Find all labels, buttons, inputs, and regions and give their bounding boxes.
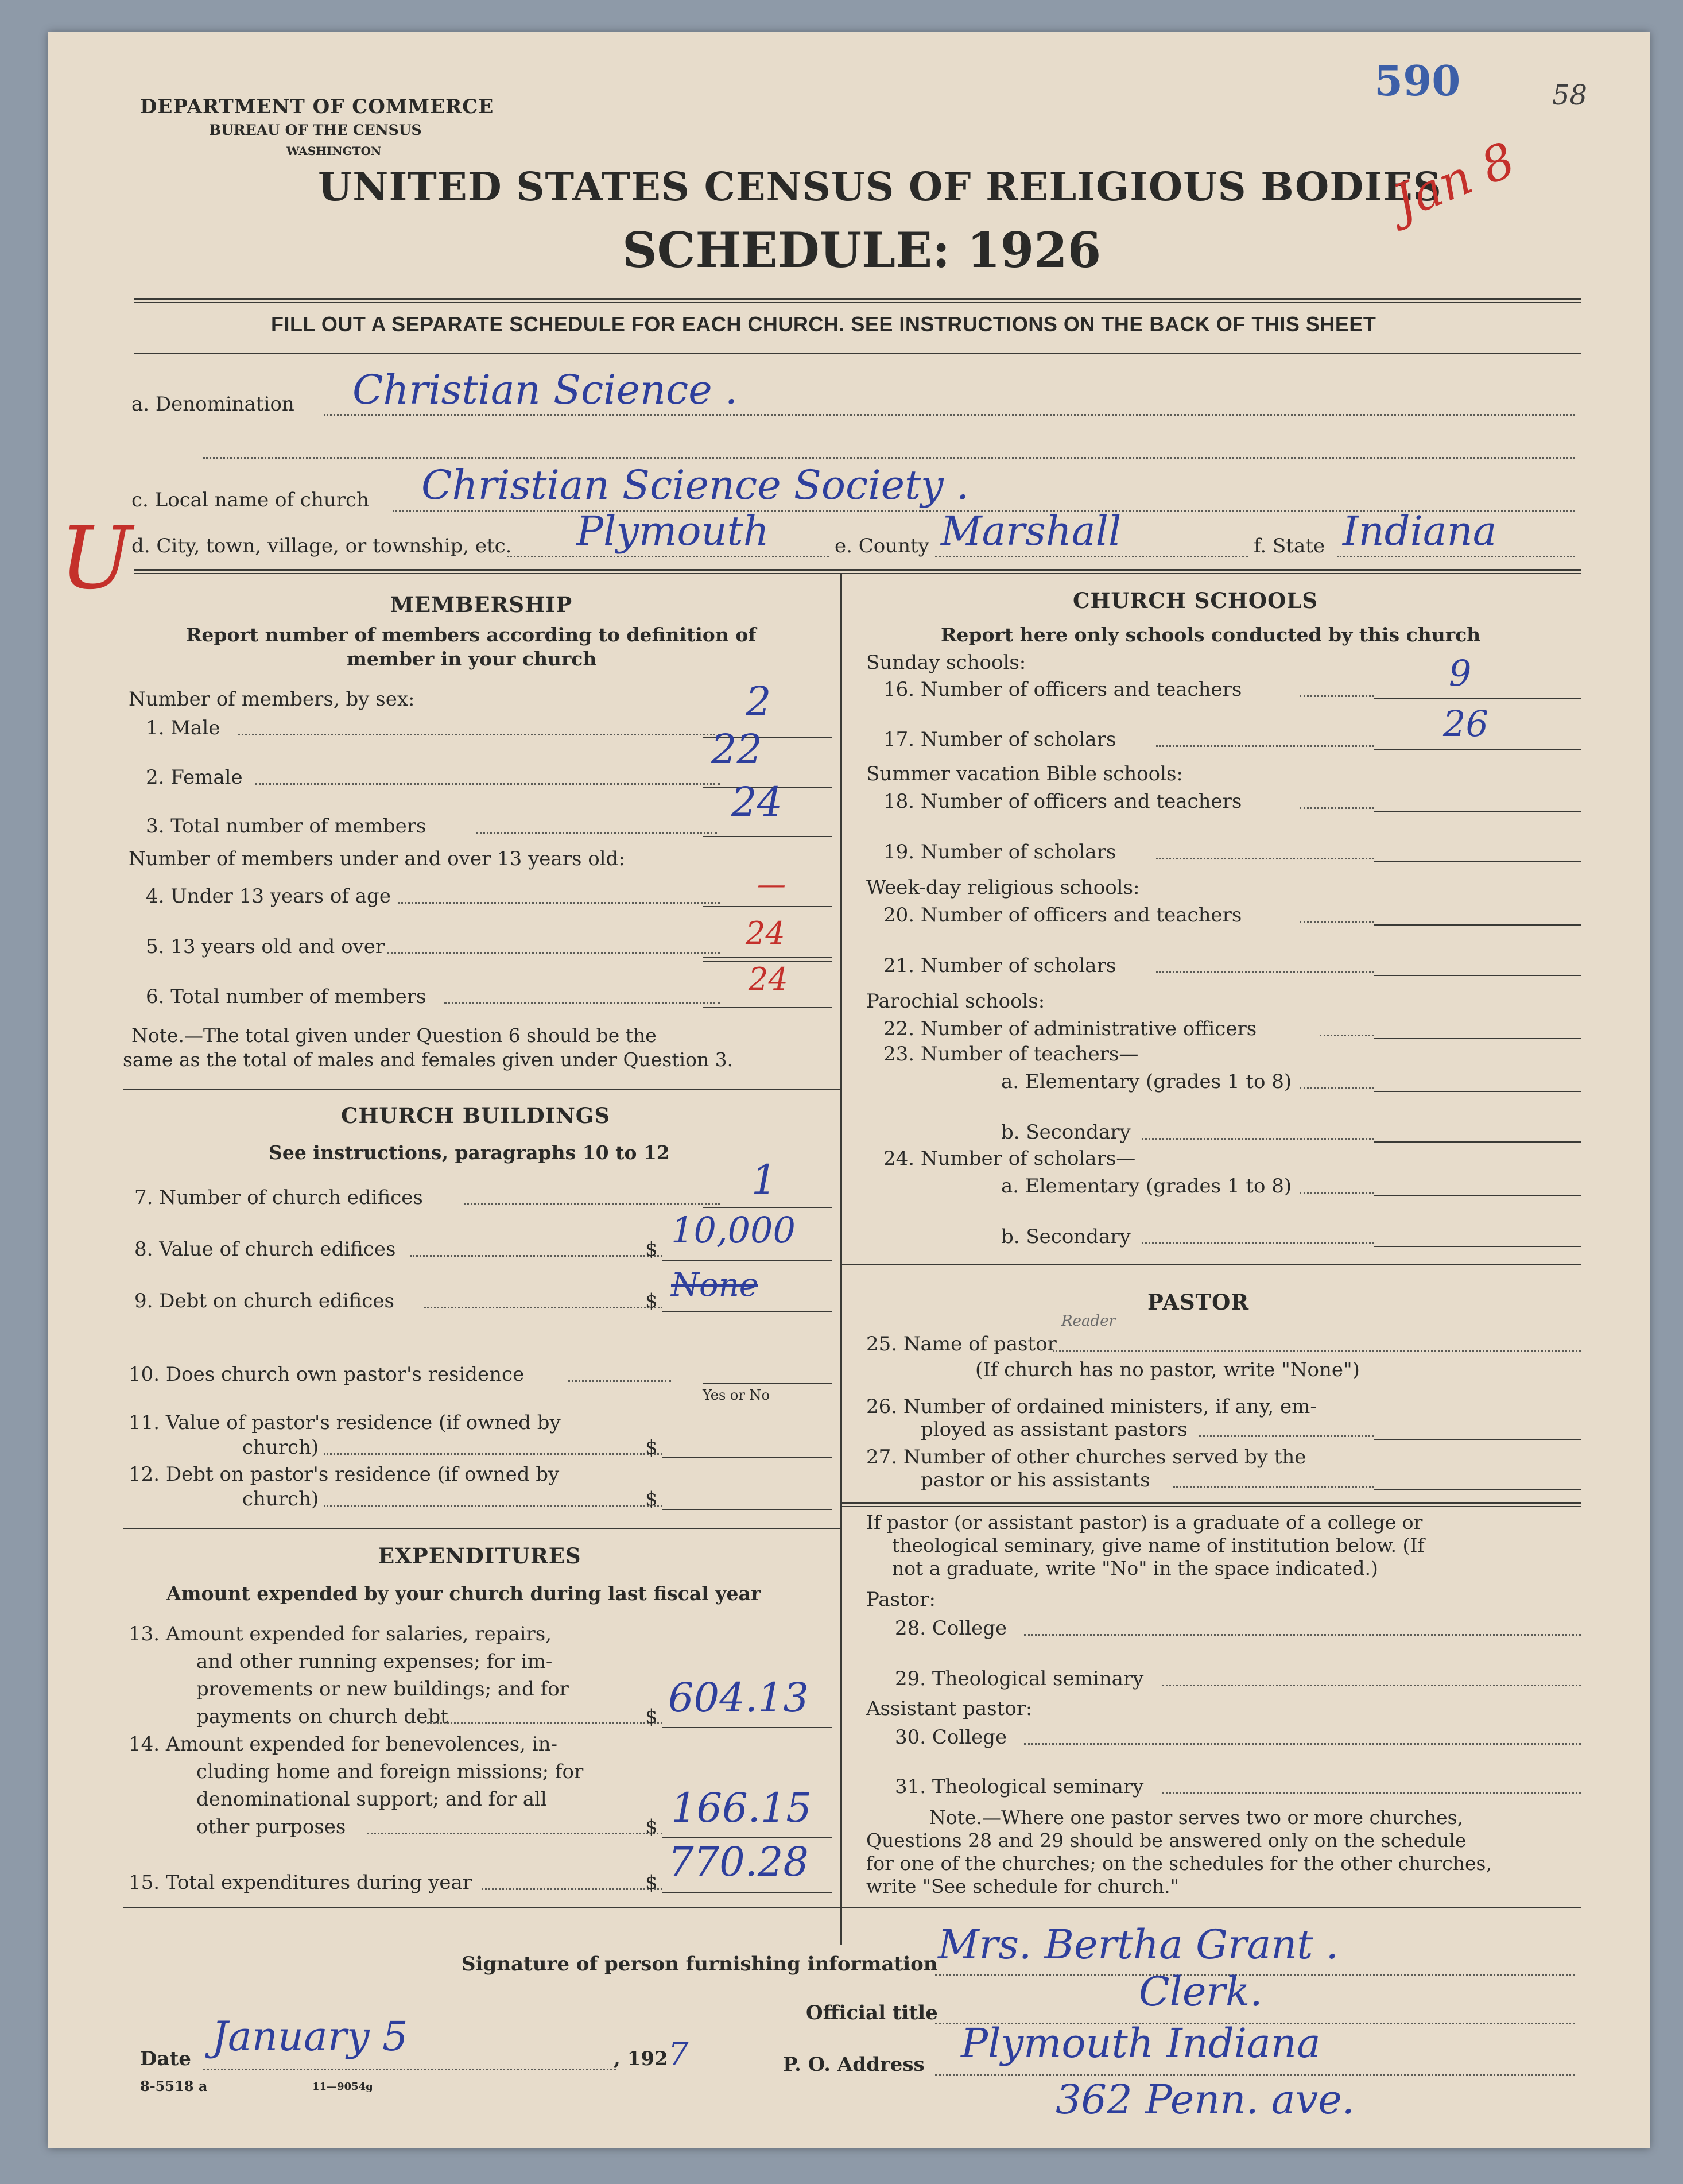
q26-leader [1199,1435,1374,1437]
q31-line [1162,1792,1581,1794]
q10-label: 10. Does church own pastor's residence [129,1363,525,1386]
signature-value[interactable]: Mrs. Bertha Grant . [938,1921,1339,1968]
corner-number: 58 [1552,79,1588,111]
q25-handwritten: Reader [1061,1312,1116,1330]
form-title: UNITED STATES CENSUS OF RELIGIOUS BODIES [318,164,1442,210]
q26-line-2: ployed as assistant pastors [921,1418,1188,1441]
buildings-heading: CHURCH BUILDINGS [341,1103,611,1128]
q15-dollar: $ [645,1871,658,1894]
date-label: Date [140,2047,191,2070]
q13-line-1: 13. Amount expended for salaries, repairs, [129,1622,552,1645]
q23a-leader [1300,1087,1374,1089]
q3-label: 3. Total number of members [146,815,426,838]
q27-line-1: 27. Number of other churches served by the [866,1446,1306,1469]
official-title-value[interactable]: Clerk. [1139,1968,1263,2015]
signature-label: Signature of person furnishing information [462,1953,938,1976]
q1-leader [238,734,720,735]
q8-leader [410,1255,662,1257]
divider [123,1907,1581,1908]
q11-label-1: 11. Value of pastor's residence (if owned by [129,1411,561,1434]
q24b-answer-line [1374,1246,1581,1247]
census-form [48,32,1650,2148]
q8-label: 8. Value of church edifices [134,1238,396,1261]
q11-answer-line [662,1457,832,1458]
state-value[interactable]: Indiana [1343,508,1497,555]
under-over-label: Number of members under and over 13 years old: [129,847,625,870]
stamp-number: 590 [1374,56,1461,105]
q10-hint: Yes or No [703,1387,770,1403]
weekday-schools-label: Week-day religious schools: [866,876,1140,899]
q16-answer-line [1374,698,1581,699]
q12-label-2: church) [242,1488,319,1511]
q23b-answer-line [1374,1141,1581,1143]
form-number: 8-5518 a [140,2078,208,2094]
q7-answer-line [703,1207,832,1208]
q20-label: 20. Number of officers and teachers [883,904,1242,927]
q14-line-4: other purposes [196,1815,346,1838]
divider [134,569,1581,571]
divider [134,298,1581,300]
schools-sub: Report here only schools conducted by this church [941,624,1481,646]
sunday-schools-label: Sunday schools: [866,651,1026,674]
date-line [203,2069,616,2070]
q29-label: 29. Theological seminary [895,1667,1144,1690]
pastor-note-2: Questions 28 and 29 should be answered only on the schedule [866,1829,1467,1852]
q2-label: 2. Female [146,766,243,789]
q3-leader [476,832,717,834]
divider [123,1528,840,1529]
denomination-line-2 [203,457,1575,459]
q16-leader [1300,695,1374,697]
summer-schools-label: Summer vacation Bible schools: [866,762,1183,785]
q13-value[interactable]: 604.13 [668,1674,809,1721]
q6-leader [444,1002,720,1004]
q13-answer-line [662,1727,832,1728]
q9-value[interactable]: None [671,1267,758,1304]
q3-value[interactable]: 24 [731,779,783,826]
q19-answer-line [1374,861,1581,862]
q21-answer-line [1374,975,1581,976]
q20-answer-line [1374,924,1581,926]
q13-line-3: provements or new buildings; and for [196,1678,569,1701]
pastor-label: Pastor: [866,1588,936,1611]
q1-value[interactable]: 2 [746,678,771,725]
parochial-schools-label: Parochial schools: [866,990,1045,1013]
divider [842,1506,1581,1507]
address-label: P. O. Address [783,2053,925,2076]
q10-answer-line [703,1383,832,1384]
q23b-label: b. Secondary [1001,1121,1131,1144]
membership-heading: MEMBERSHIP [390,592,573,617]
expenditures-sub: Amount expended by your church during last fiscal year [166,1582,761,1605]
q2-leader [255,783,720,785]
q28-label: 28. College [895,1617,1007,1640]
divider [123,1089,840,1090]
department-heading: DEPARTMENT OF COMMERCE [140,95,494,118]
q24a-answer-line [1374,1195,1581,1196]
membership-note-2: same as the total of males and females given under Question 3. [123,1048,734,1071]
q17-leader [1156,745,1374,747]
q17-answer-line [1374,749,1581,750]
q5-value[interactable]: 24 [746,915,785,951]
q24a-leader [1300,1192,1374,1194]
q14-line-2: cluding home and foreign missions; for [196,1760,584,1783]
q19-leader [1156,858,1374,859]
address-value-2[interactable]: 362 Penn. ave. [1056,2076,1355,2123]
graduate-text-2: theological seminary, give name of institution below. (If [892,1534,1425,1556]
graduate-text-3: not a graduate, write "No" in the space indicated.) [892,1557,1378,1579]
county-label: e. County [835,535,929,557]
buildings-sub: See instructions, paragraphs 10 to 12 [269,1141,670,1164]
q14-line-1: 14. Amount expended for benevolences, in- [129,1733,558,1756]
q17-label: 17. Number of scholars [883,728,1116,751]
q9-answer-line [662,1311,832,1312]
year-prefix: , 192 [614,2047,668,2070]
q12-answer-line [662,1509,832,1510]
q12-leader [324,1505,662,1507]
q10-leader [568,1380,671,1382]
q15-answer-line [662,1892,832,1893]
q6-value[interactable]: 24 [749,961,788,997]
divider [842,1502,1581,1504]
column-divider [840,573,842,1945]
q24b-leader [1142,1242,1374,1244]
membership-sub-1: Report number of members according to definition of [186,624,757,646]
expenditures-heading: EXPENDITURES [378,1543,581,1569]
city-label: d. City, town, village, or township, etc. [131,535,512,557]
q24b-label: b. Secondary [1001,1225,1131,1248]
q8-dollar: $ [645,1238,658,1261]
q22-label: 22. Number of administrative officers [883,1017,1257,1040]
q18-leader [1300,807,1374,809]
q9-label: 9. Debt on church edifices [134,1290,394,1312]
q8-value[interactable]: 10,000 [671,1209,796,1251]
year-value[interactable]: 7 [668,2036,689,2073]
divider [134,573,1581,574]
q12-dollar: $ [645,1488,658,1511]
q2-value[interactable]: 22 [711,726,763,773]
q11-label-2: church) [242,1436,319,1459]
county-line [935,556,1248,557]
q30-label: 30. College [895,1726,1007,1749]
q24-label: 24. Number of scholars— [883,1147,1136,1170]
q5-leader [387,952,720,954]
q28-line [1024,1634,1581,1636]
q23-label: 23. Number of teachers— [883,1043,1139,1066]
q5-answer-line [703,957,832,958]
q15-leader [482,1888,662,1890]
state-label: f. State [1254,535,1325,557]
q25-hint: (If church has no pastor, write "None") [975,1358,1360,1381]
q21-label: 21. Number of scholars [883,954,1116,977]
q16-value[interactable]: 9 [1449,652,1472,694]
q9-leader [424,1307,662,1308]
q4-label: 4. Under 13 years of age [146,885,391,908]
schedule-title: SCHEDULE: 1926 [622,222,1102,278]
q3-answer-line [703,836,832,837]
divider [134,353,1581,354]
schools-heading: CHURCH SCHOOLS [1073,588,1319,613]
q25-label: 25. Name of pastor [866,1333,1057,1356]
q14-line-3: denominational support; and for all [196,1788,547,1811]
state-line [1337,556,1575,557]
denomination-line [324,414,1575,416]
q27-leader [1173,1486,1374,1488]
local-name-label: c. Local name of church [131,489,369,512]
date-value[interactable]: January 5 [212,2013,408,2060]
local-name-value[interactable]: Christian Science Society . [421,462,970,509]
fill-instruction: FILL OUT A SEPARATE SCHEDULE FOR EACH CHURCH. SEE INSTRUCTIONS ON THE BACK OF THIS SHEET [271,312,1376,336]
q1-label: 1. Male [146,717,220,739]
official-title-label: Official title [806,2001,938,2024]
q7-value[interactable]: 1 [751,1156,777,1203]
assistant-label: Assistant pastor: [866,1697,1033,1720]
membership-sub-2: member in your church [347,648,597,670]
graduate-text-1: If pastor (or assistant pastor) is a graduate of a college or [866,1511,1423,1534]
q23a-answer-line [1374,1091,1581,1092]
q25-line [1053,1350,1581,1352]
city-heading: WASHINGTON [286,144,382,158]
q14-value[interactable]: 166.15 [671,1784,812,1831]
q4-leader [398,902,720,904]
q22-answer-line [1374,1038,1581,1039]
members-by-sex: Number of members, by sex: [129,688,415,711]
denomination-value[interactable]: Christian Science . [352,366,738,413]
q17-value[interactable]: 26 [1443,703,1488,745]
denomination-label: a. Denomination [131,393,294,416]
q15-label: 15. Total expenditures during year [129,1871,472,1894]
q13-leader [427,1722,662,1724]
margin-mark: U [60,509,133,609]
membership-note-1: Note.—The total given under Question 6 should be the [131,1024,657,1047]
q6-label: 6. Total number of members [146,985,426,1008]
q9-dollar: $ [645,1290,658,1312]
q4-answer-line [703,906,832,907]
q13-line-4: payments on church debt [196,1705,448,1728]
q11-dollar: $ [645,1436,658,1459]
q31-label: 31. Theological seminary [895,1775,1144,1798]
q7-leader [464,1203,720,1205]
q30-line [1024,1743,1581,1745]
pastor-heading: PASTOR [1147,1290,1250,1315]
q7-label: 7. Number of church edifices [134,1186,423,1209]
q24a-label: a. Elementary (grades 1 to 8) [1001,1175,1292,1198]
q4-value[interactable]: — [757,868,786,901]
q19-label: 19. Number of scholars [883,841,1116,863]
q18-label: 18. Number of officers and teachers [883,790,1242,813]
q29-line [1162,1685,1581,1686]
q27-answer-line [1374,1489,1581,1490]
q23a-label: a. Elementary (grades 1 to 8) [1001,1070,1292,1093]
q27-line-2: pastor or his assistants [921,1469,1150,1492]
q5-label: 5. 13 years old and over [146,935,385,958]
city-value[interactable]: Plymouth [576,508,769,555]
pastor-note-4: write "See schedule for church." [866,1875,1179,1898]
q20-leader [1300,921,1374,923]
bureau-heading: BUREAU OF THE CENSUS [209,122,422,138]
q14-dollar: $ [645,1815,658,1838]
print-number: 11—9054g [312,2081,373,2093]
q11-leader [324,1453,662,1455]
q26-line-1: 26. Number of ordained ministers, if any, em- [866,1395,1317,1418]
city-line [507,556,829,557]
pastor-note-1: Note.—Where one pastor serves two or more churches, [929,1806,1464,1829]
q26-answer-line [1374,1439,1581,1440]
q23b-leader [1142,1138,1374,1140]
county-value[interactable]: Marshall [941,508,1122,555]
q6-answer-line [703,1007,832,1008]
date-note: Jan 8 [1385,131,1523,231]
q15-value[interactable]: 770.28 [668,1838,809,1885]
address-value-1[interactable]: Plymouth Indiana [961,2020,1321,2067]
q21-leader [1156,971,1374,973]
q18-answer-line [1374,811,1581,812]
q13-line-2: and other running expenses; for im- [196,1650,553,1673]
divider [134,302,1581,303]
q13-dollar: $ [645,1705,658,1728]
q22-leader [1320,1035,1374,1036]
pastor-note-3: for one of the churches; on the schedules for the other churches, [866,1852,1492,1875]
q16-label: 16. Number of officers and teachers [883,678,1242,701]
divider [842,1264,1581,1265]
q12-label-1: 12. Debt on pastor's residence (if owned by [129,1463,560,1486]
q14-leader [367,1833,662,1834]
q8-answer-line [662,1260,832,1261]
